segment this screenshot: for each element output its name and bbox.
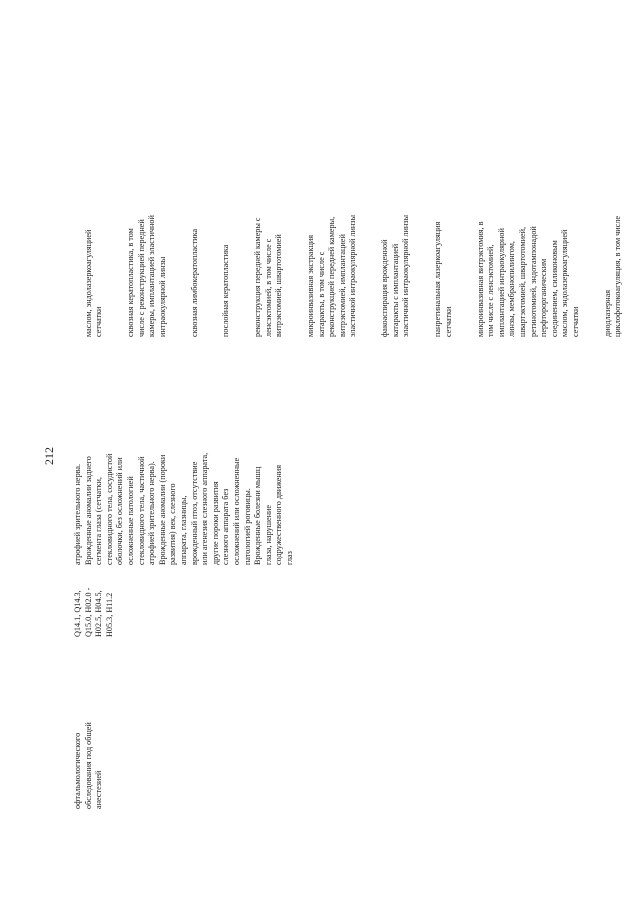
treatment-item: реконструкция передней камеры с ленсэктомией, в том числе с витрэктомией, швартотомией — [253, 217, 284, 337]
treatment-item: микроинвазивная экстракция катаракты, в том числе с реконструкцией передней камеры, витрэктомией, имплантацией эластичной интраокулярной линзы — [306, 215, 358, 337]
page-number: 212 — [42, 447, 56, 465]
treatment-item: панретинальная лазеркоагуляция сетчатки — [433, 221, 453, 337]
treatment-item: факоаспирация врожденной катаракты с имплантацией эластичной интраокулярной линзы — [380, 215, 411, 337]
treatment-item: маслом, эндолазеркоагуляцией сетчатки — [83, 229, 104, 337]
treatment-item: послойная кератопластика — [221, 244, 231, 337]
treatment-item: диодлазерная циклофотокоагуляция, в том числе — [602, 215, 623, 337]
column-treatment-methods — [73, 7, 634, 337]
treatment-item: сквозная кератопластика, в том числе с реконструкцией передней камеры, имплантацией эластичной интраокулярной линзы — [125, 215, 167, 337]
treatment-item: микроинвазивная витрэктомия, в том числе с ленсэктомией, имплантацией интраокулярной линзы, мембранопилингом, швартэктомией, швартотомией, ретинотомией, эндотампонадой перфторорганическим соединением, силиконовым маслом, эндолазеркоагуляцией сетчатки — [475, 221, 580, 337]
column-icd-codes: Q14.1, Q14.3, Q15.0, H02.0 - H02.5, H04.5, H05.3, H11.2 — [73, 587, 114, 637]
column-procedure-type: офтальмологического обследования под общей анестезией — [73, 722, 104, 809]
treatment-item: сквозная лимбокератопластика — [189, 228, 199, 337]
column-diagnosis: атрофией зрительного нерва. Врожденные аномалии заднего сегмента глаза (сетчатки, стекловидного тела, сосудистой оболочки, без осложнений или осложненные патологией стекловидного тела, частичной атрофией зрительного нерва). Врожденные аномалии (пороки развития) век, слезного аппарата, глазницы, врожденный птоз, отсутствие или агенезия слезного аппарата, другие пороки развития слезного аппарата без осложнений или осложненные патологией роговицы. Врожденные болезни мышц глаза, нарушение содружественного движения глаз — [73, 452, 294, 565]
